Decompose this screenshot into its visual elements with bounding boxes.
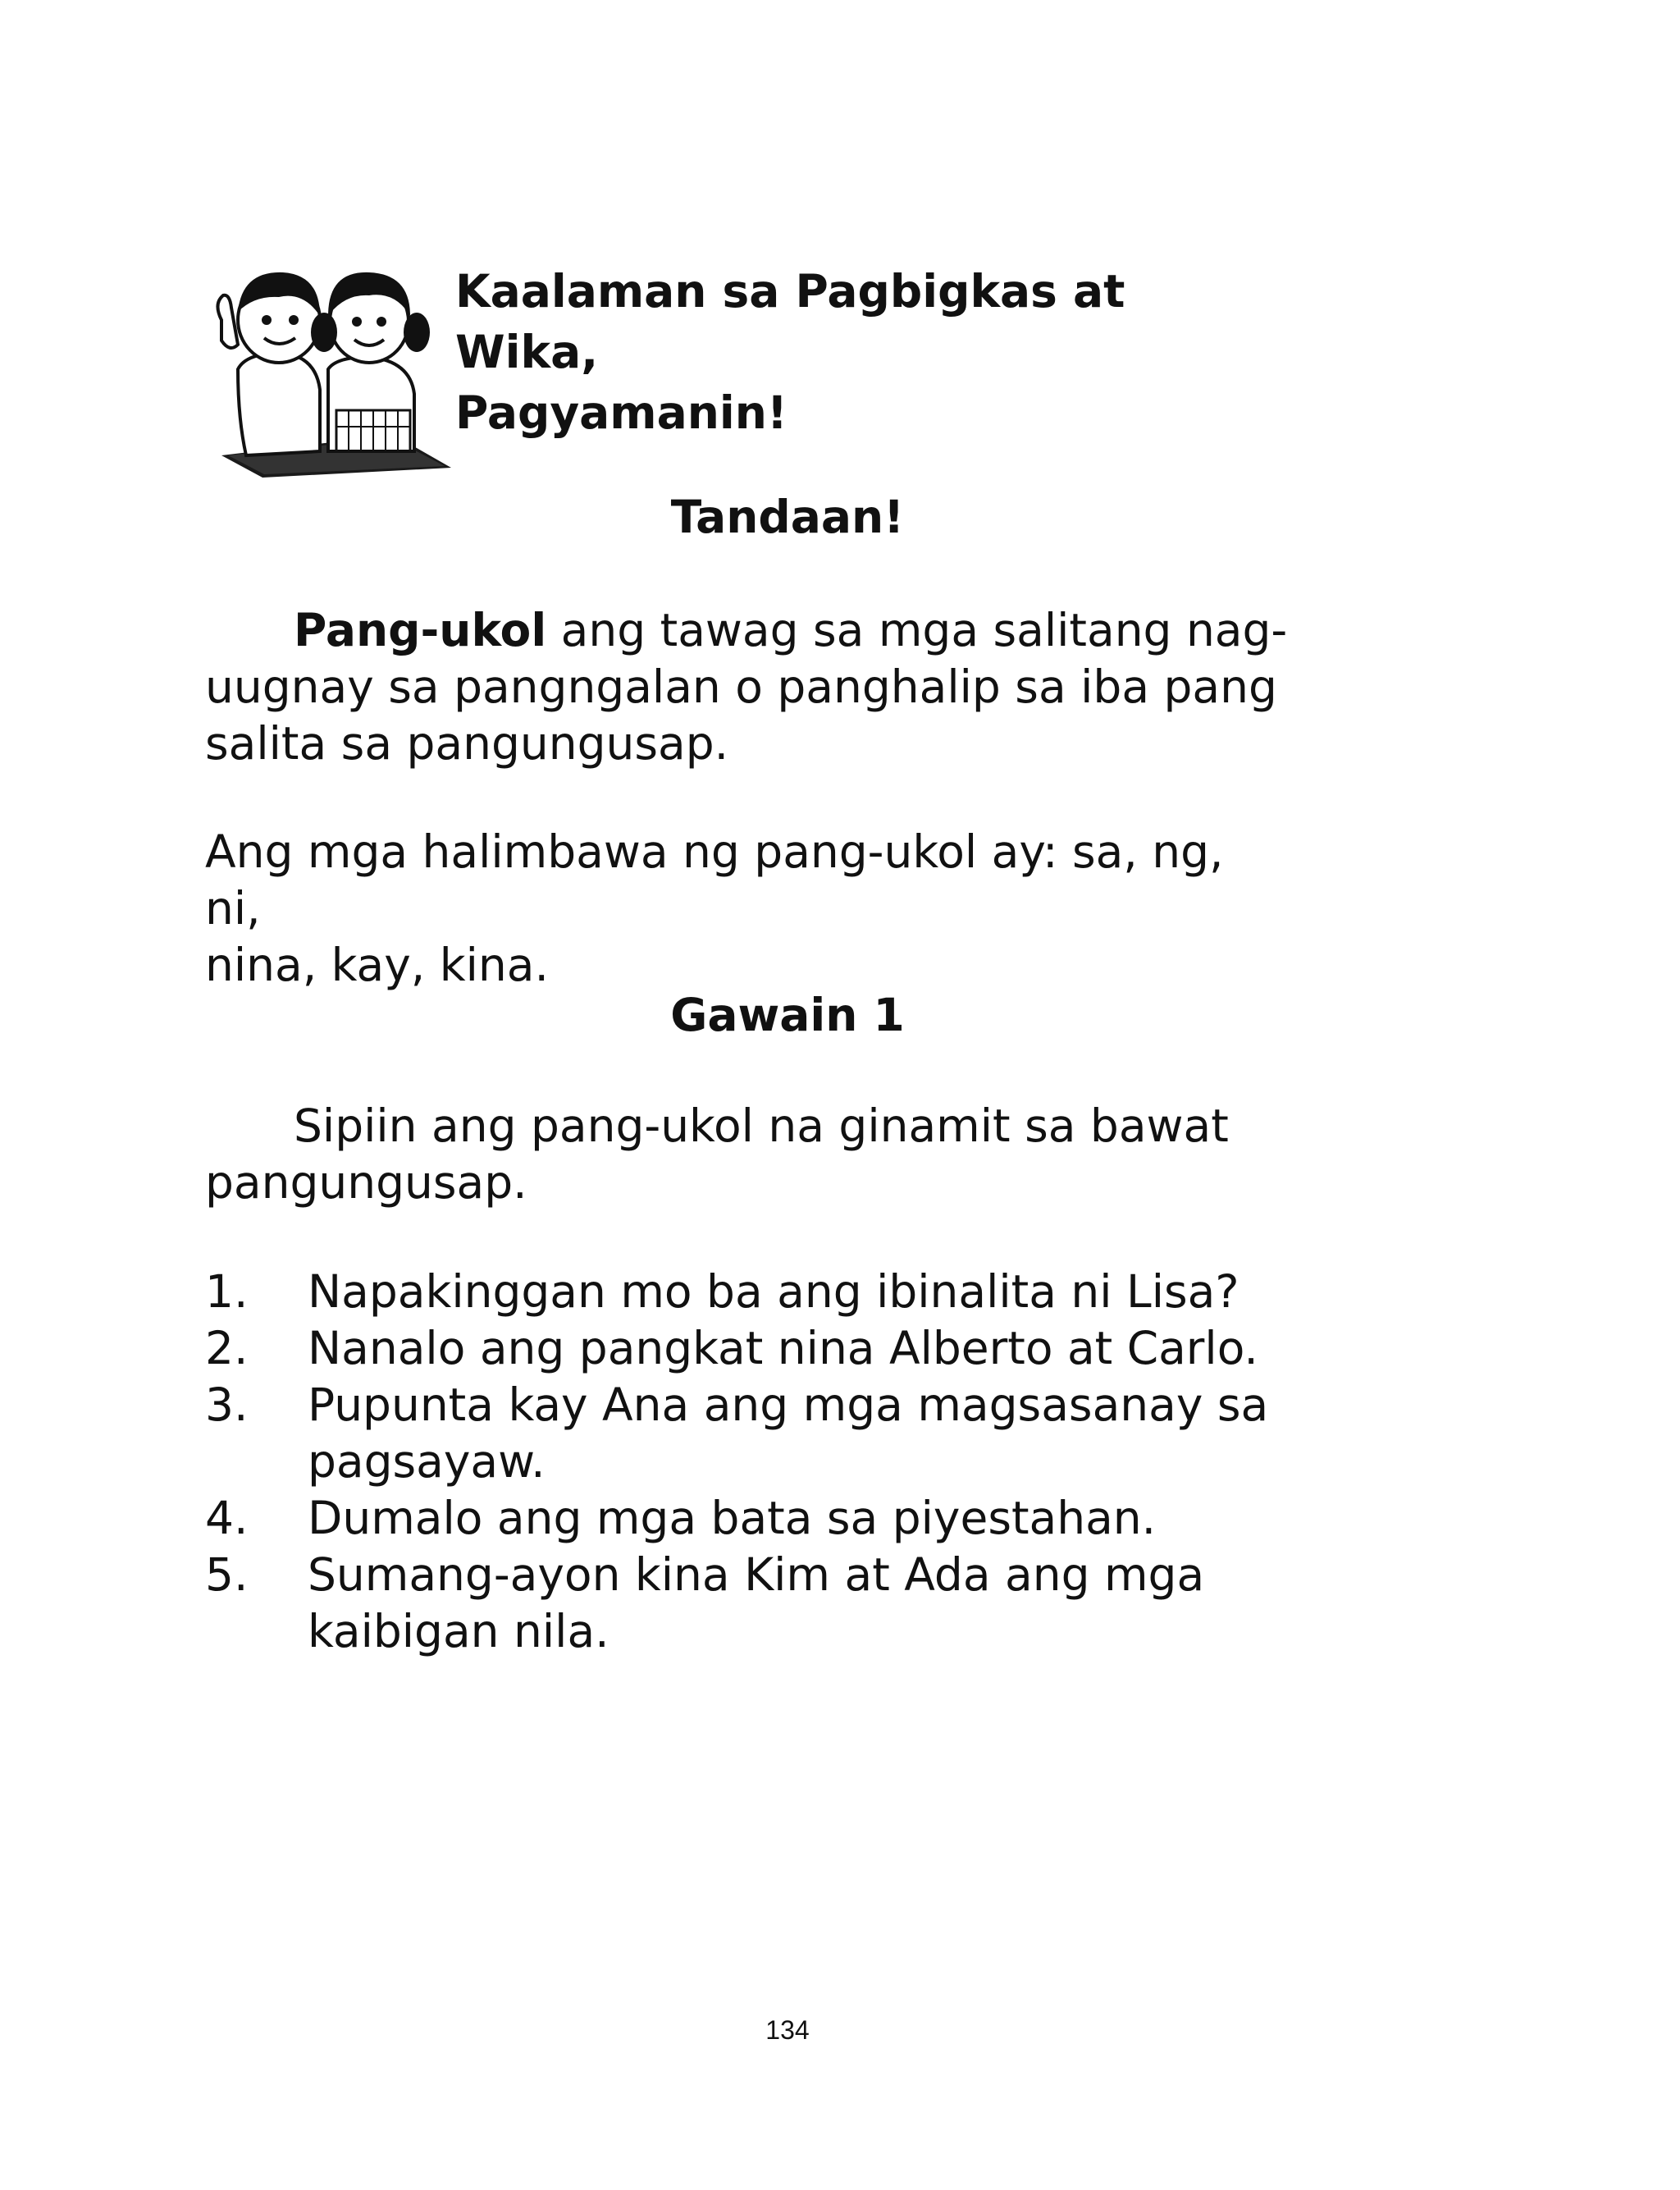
section-title-line1: Kaalaman sa Pagbigkas at Wika, [455,265,1125,378]
exercise-list [205,1264,1354,1660]
item-text-line1: Pupunta kay Ana ang mga magsasanay sa [308,1378,1269,1431]
section-title [455,261,1276,443]
gawain-heading: Gawain 1 [670,989,905,1041]
item-text-line2: pagsayaw. [308,1435,546,1488]
list-item [205,1264,1354,1320]
definition-text-line1: ang tawag sa mga salitang nag- [546,604,1288,656]
definition-paragraph [205,602,1288,772]
list-item [205,1320,1354,1377]
item-text-line1: Nanalo ang pangkat nina Alberto at Carlo. [308,1322,1258,1374]
item-number: 3. [205,1378,249,1431]
tandaan-heading: Tandaan! [670,491,905,543]
item-number: 2. [205,1322,249,1374]
item-number: 5. [205,1548,249,1601]
list-item [205,1547,1354,1660]
list-item [205,1377,1354,1490]
definition-text-line2: uugnay sa pangngalan o panghalip sa iba pang [205,661,1277,713]
definition-term: Pang-ukol [294,604,547,656]
examples-line2: nina, kay, kina. [205,939,549,991]
two-children-icon [205,246,459,480]
list-item [205,1490,1354,1547]
item-text-line1: Sumang-ayon kina Kim at Ada ang mga [308,1548,1205,1601]
instruction-line1: Sipiin ang pang-ukol na ginamit sa bawat [294,1100,1229,1152]
item-text-line2: kaibigan nila. [308,1605,609,1657]
instruction-line2: pangungusap. [205,1156,527,1209]
item-number: 1. [205,1265,249,1318]
section-title-line2: Pagyamanin! [455,386,788,439]
item-number: 4. [205,1492,249,1544]
page-number: 134 [765,2015,810,2045]
item-text-line1: Napakinggan mo ba ang ibinalita ni Lisa? [308,1265,1239,1318]
item-text-line1: Dumalo ang mga bata sa piyestahan. [308,1492,1157,1544]
examples-line1: Ang mga halimbawa ng pang-ukol ay: sa, ng, ni, [205,825,1224,935]
definition-text-line3: salita sa pangungusap. [205,717,729,770]
instruction-paragraph [205,1098,1288,1211]
examples-paragraph [205,824,1288,994]
